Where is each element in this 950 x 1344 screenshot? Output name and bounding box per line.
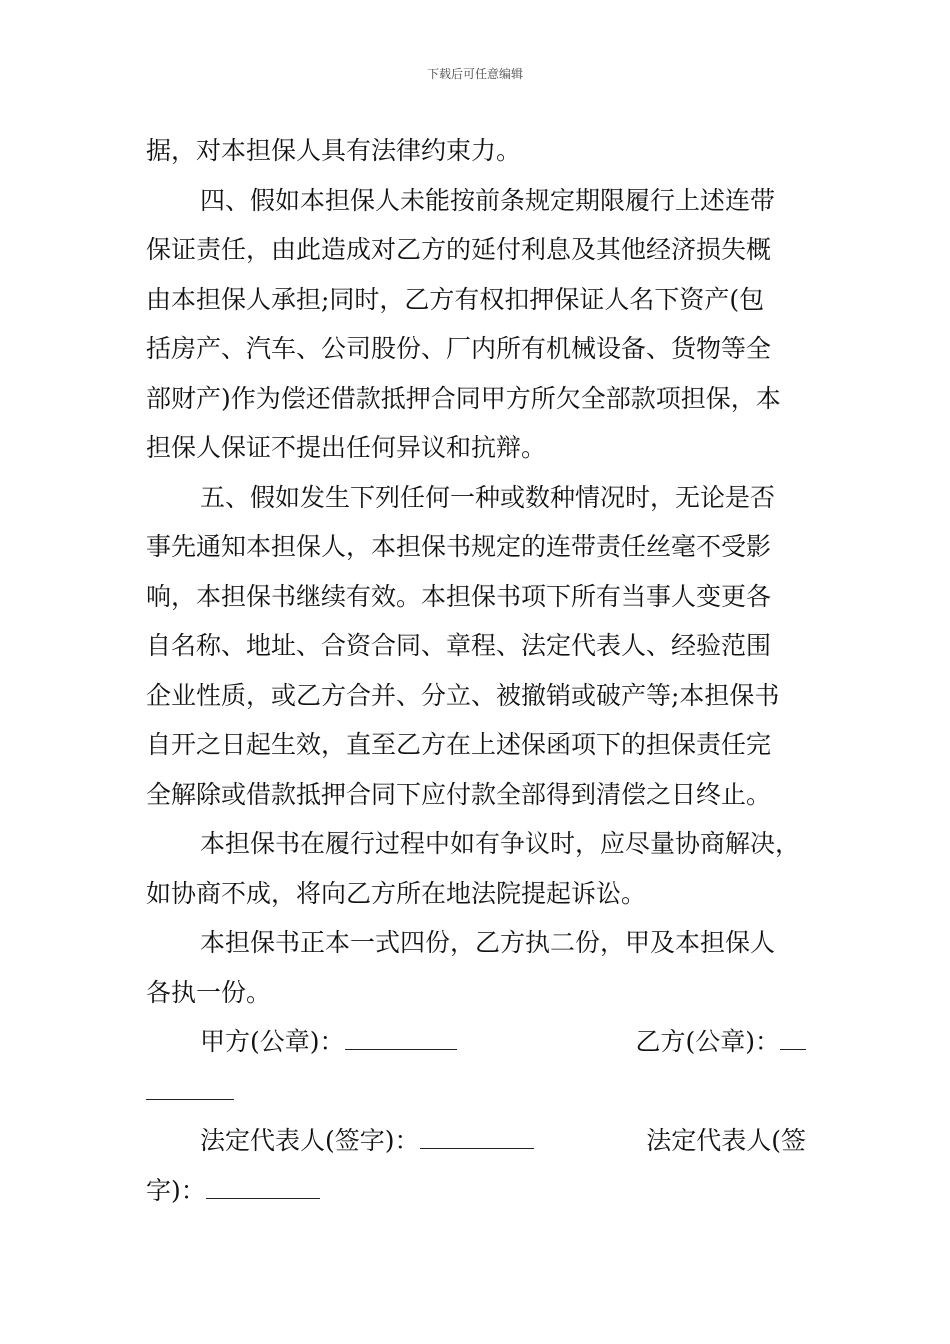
paragraph-line: 响，本担保书继续有效。本担保书项下所有当事人变更各 xyxy=(146,581,772,611)
signature-row-seal-continued xyxy=(146,1067,806,1117)
paragraph-line: 全解除或借款抵押合同下应付款全部得到清偿之日终止。 xyxy=(146,779,772,809)
paragraph-line: 本担保书在履行过程中如有争议时，应尽量协商解决， xyxy=(200,829,801,858)
paragraph-line: 由本担保人承担;同时，乙方有权扣押保证人名下资产(包 xyxy=(146,284,765,314)
party-a-seal xyxy=(200,1017,457,1067)
signature-row-seal xyxy=(146,1017,806,1067)
paragraph-line: 如协商不成，将向乙方所在地法院提起诉讼。 xyxy=(146,878,647,908)
paragraph-line: 自名称、地址、合资合同、章程、法定代表人、经验范围 xyxy=(146,631,772,660)
paragraph-line: 部财产)作为偿还借款抵押合同甲方所欠全部款项担保，本 xyxy=(146,383,781,413)
signature-row-rep xyxy=(146,1116,806,1166)
page-header: 下载后可任意编辑 xyxy=(426,67,523,81)
paragraph-line: 企业性质，或乙方合并、分立、被撤销或破产等;本担保书 xyxy=(146,680,780,710)
rep-b-label-line1: 法定代表人(签 xyxy=(646,1126,806,1155)
rep-a-blank[interactable] xyxy=(420,1128,534,1149)
rep-a-label: 法定代表人(签字)： xyxy=(200,1126,420,1155)
party-b-blank-part1[interactable] xyxy=(780,1029,806,1050)
paragraph-line: 各执一份。 xyxy=(146,977,272,1007)
party-b-seal xyxy=(635,1017,806,1067)
paragraph-line: 据，对本担保人具有法律约束力。 xyxy=(146,136,522,165)
party-a-label: 甲方(公章)： xyxy=(200,1027,345,1056)
rep-b-label-line2: 字)： xyxy=(146,1175,206,1205)
party-b-label: 乙方(公章)： xyxy=(635,1027,780,1056)
signature-row-rep-continued xyxy=(146,1166,806,1216)
paragraph-line: 保证责任，由此造成对乙方的延付利息及其他经济损失概 xyxy=(146,235,772,264)
paragraph-line: 五、假如发生下列任何一种或数种情况时，无论是否 xyxy=(200,482,776,512)
paragraph-line: 括房产、汽车、公司股份、厂内所有机械设备、货物等全 xyxy=(146,334,772,363)
paragraph-line: 四、假如本担保人未能按前条规定期限履行上述连带 xyxy=(200,185,776,215)
paragraph-line: 本担保书正本一式四份，乙方执二份，甲及本担保人 xyxy=(200,928,776,957)
rep-a-signature xyxy=(200,1116,534,1166)
party-b-blank-part2[interactable] xyxy=(146,1079,234,1100)
document-body xyxy=(146,126,806,1215)
paragraph-line: 自开之日起生效，直至乙方在上述保函项下的担保责任完 xyxy=(146,730,772,759)
rep-b-blank[interactable] xyxy=(206,1178,320,1199)
paragraph-line: 担保人保证不提出任何异议和抗辩。 xyxy=(146,433,547,462)
paragraph-line: 事先通知本担保人，本担保书规定的连带责任丝毫不受影 xyxy=(146,532,772,561)
party-a-blank[interactable] xyxy=(345,1029,457,1050)
